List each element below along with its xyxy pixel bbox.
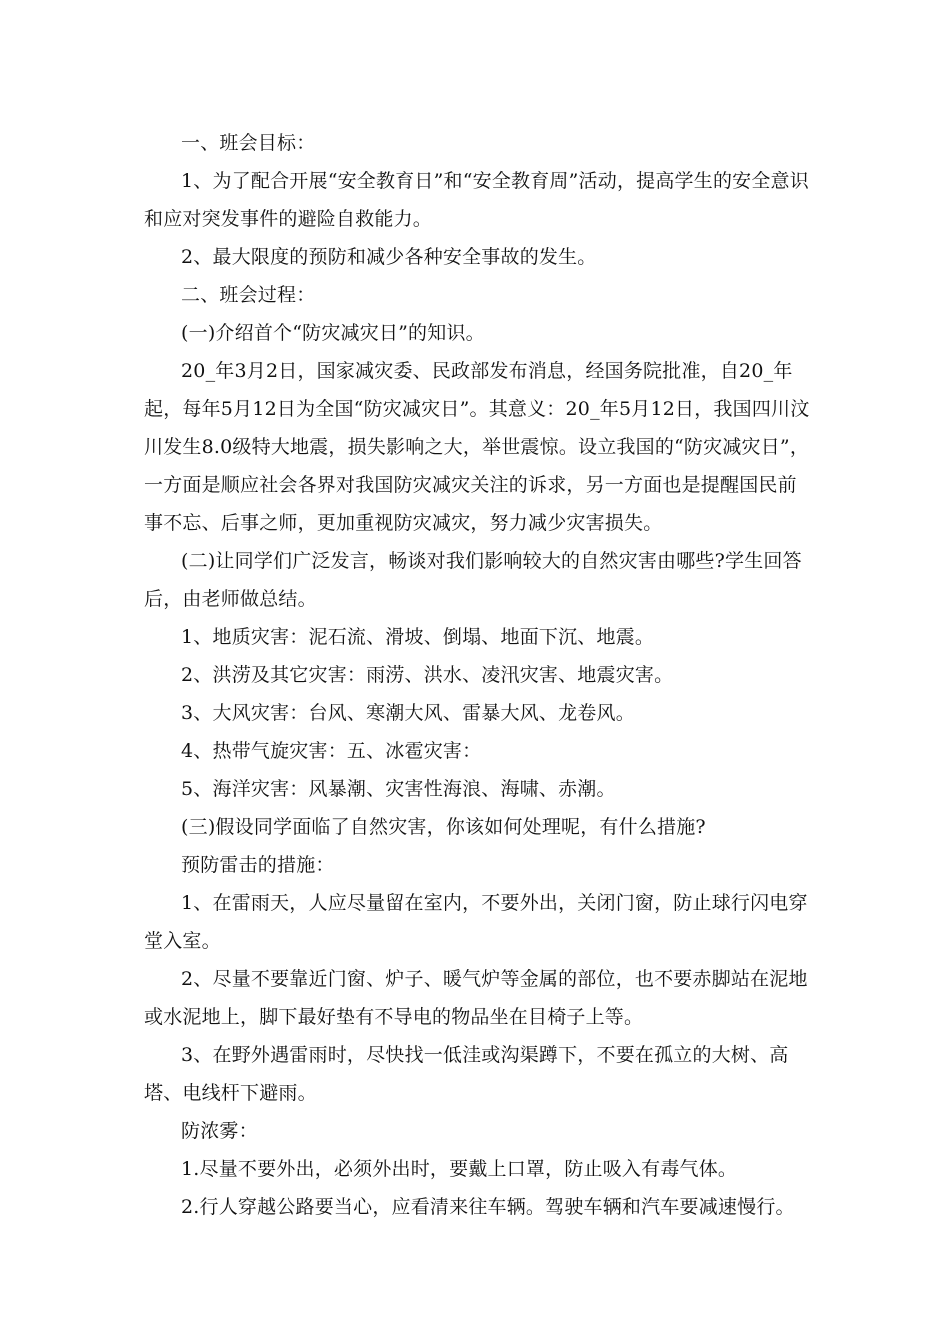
goal-item-2: 2、最大限度的预防和减少各种安全事故的发生。 bbox=[181, 246, 597, 268]
fog-item-2: 2.行人穿越公路要当心，应看清来往车辆。驾驶车辆和汽车要减速慢行。 bbox=[181, 1196, 795, 1218]
list-item-cyclone: 4、热带气旋灾害：五、冰雹灾害： bbox=[181, 740, 482, 762]
section-heading-process: 二、班会过程： bbox=[181, 284, 316, 306]
section-heading-goals: 一、班会目标： bbox=[181, 132, 316, 154]
list-item-wind: 3、大风灾害：台风、寒潮大风、雷暴大风、龙卷风。 bbox=[181, 702, 635, 724]
lightning-item-3: 3、在野外遇雷雨时，尽快找一低洼或沟渠蹲下，不要在孤立的大树、高塔、电线杆下避雨。 bbox=[144, 1044, 789, 1104]
fog-item-1: 1.尽量不要外出，必须外出时，要戴上口罩，防止吸入有毒气体。 bbox=[181, 1158, 738, 1180]
body-paragraph-disaster-day: 20_年3月2日，国家减灾委、民政部发布消息，经国务院批准，自20_年起，每年5月12日为全国“防灾减灾日”。其意义：20_年5月12日，我国四川汶川发生8.0级特大地震，损失影响之大，举世震惊。设立我国的“防灾减灾日”，一方面是顺应社会各界对我国防灾减灾关注的诉求，另一方面也是提醒国民前事不忘、后事之师，更加重视防灾减灾，努力减少灾害损失。 bbox=[144, 360, 810, 534]
subsection-heading-2: (二)让同学们广泛发言，畅谈对我们影响较大的自然灾害由哪些?学生回答后，由老师做总结。 bbox=[144, 550, 802, 610]
goal-item-1: 1、为了配合开展“安全教育日”和“安全教育周”活动，提高学生的安全意识和应对突发事件的避险自救能力。 bbox=[144, 170, 809, 230]
list-item-geological: 1、地质灾害：泥石流、滑坡、倒塌、地面下沉、地震。 bbox=[181, 626, 655, 648]
document-body bbox=[144, 124, 812, 1226]
list-item-marine: 5、海洋灾害：风暴潮、灾害性海浪、海啸、赤潮。 bbox=[181, 778, 616, 800]
lightning-item-2: 2、尽量不要靠近门窗、炉子、暖气炉等金属的部位，也不要赤脚站在泥地或水泥地上，脚下最好垫有不导电的物品坐在目椅子上等。 bbox=[144, 968, 808, 1028]
lightning-item-1: 1、在雷雨天，人应尽量留在室内，不要外出，关闭门窗，防止球行闪电穿堂入室。 bbox=[144, 892, 808, 952]
subsection-heading-1: (一)介绍首个“防灾减灾日”的知识。 bbox=[181, 322, 485, 344]
fog-heading: 防浓雾： bbox=[181, 1120, 258, 1142]
subsection-heading-3: (三)假设同学面临了自然灾害，你该如何处理呢，有什么措施? bbox=[181, 816, 706, 838]
list-item-flood: 2、洪涝及其它灾害：雨涝、洪水、凌汛灾害、地震灾害。 bbox=[181, 664, 674, 686]
lightning-heading: 预防雷击的措施： bbox=[181, 854, 335, 876]
